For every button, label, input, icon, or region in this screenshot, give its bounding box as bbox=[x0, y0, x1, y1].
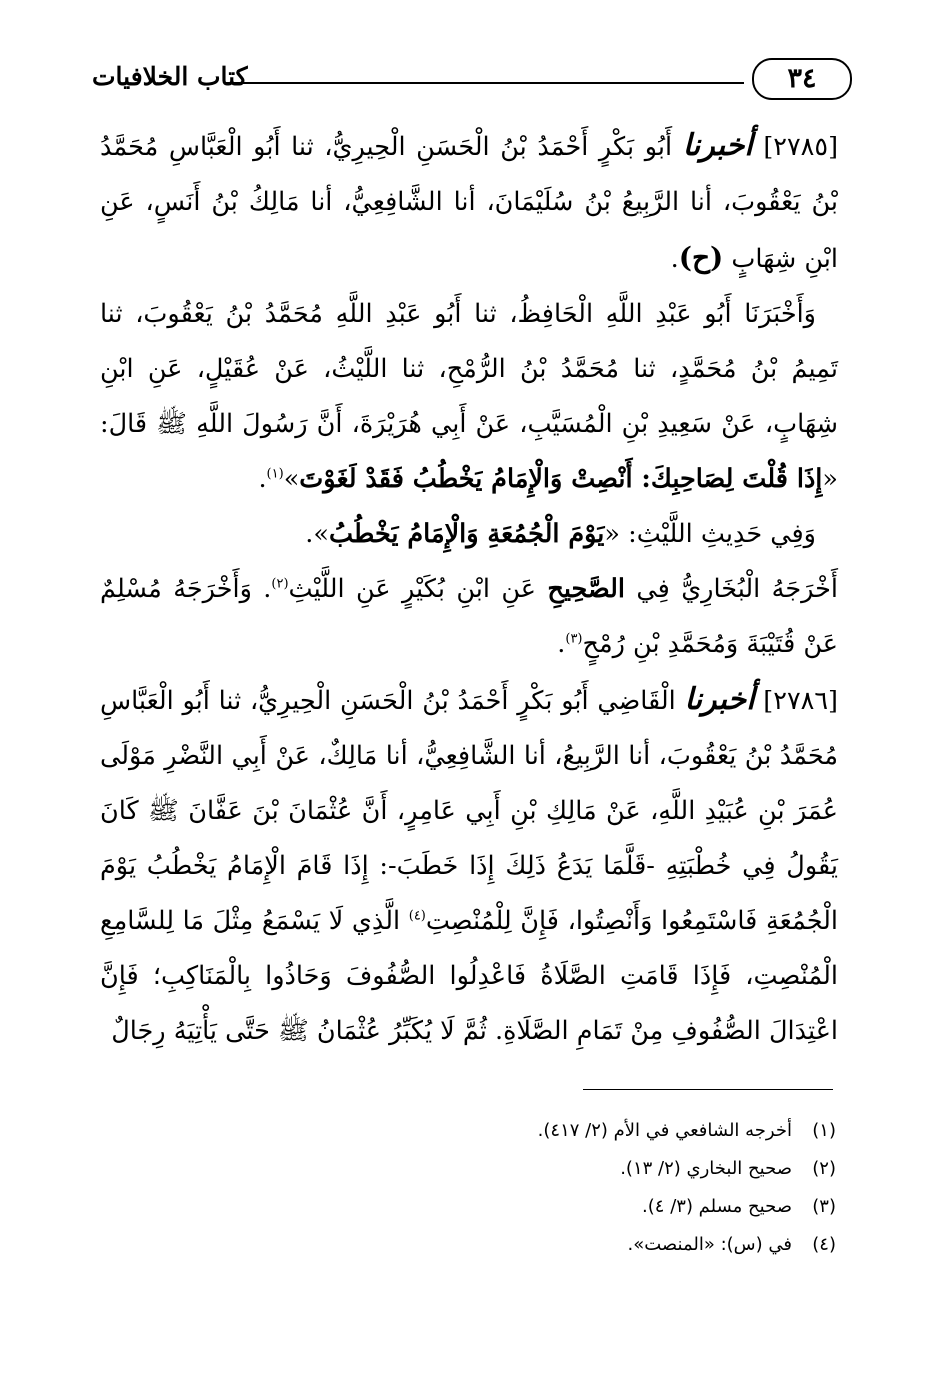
page-header bbox=[92, 58, 852, 106]
footnote-text: في (س): «المنصت». bbox=[627, 1234, 792, 1255]
footnote-text: أخرجه الشافعي في الأم (٢/ ٤١٧). bbox=[537, 1120, 792, 1141]
footnote-number: (١) bbox=[812, 1120, 836, 1141]
tahwil-mark: (ح) bbox=[678, 241, 724, 274]
hadith-number: [٢٧٨٥] bbox=[763, 132, 839, 162]
footnote-ref-1[interactable]: (١) bbox=[266, 466, 284, 482]
hadith-2785-isnad-2 bbox=[100, 287, 838, 507]
sahih-title: الصَّحِيحِ bbox=[547, 574, 625, 604]
punctuation: ». bbox=[305, 519, 329, 549]
footnote-text: صحيح البخاري (٢/ ١٣). bbox=[620, 1158, 792, 1179]
punctuation: . bbox=[670, 244, 679, 274]
layth-matn: يَوْمَ الْجُمُعَةِ وَالْإِمَامُ يَخْطُبُ bbox=[329, 519, 605, 549]
main-text bbox=[100, 118, 838, 1059]
punctuation: . bbox=[557, 629, 566, 659]
footnote-number: (٤) bbox=[812, 1234, 836, 1255]
footnote-number: (٢) bbox=[812, 1158, 836, 1179]
hadith-text: الَّذِي لَا يَسْمَعُ مِثْلَ مَا لِلسَّامِعِ الْمُنْصِتِ، فَإِذَا قَامَتِ الصَّلَاةُ فَاعْدِلُوا الصُّفُوفَ وَحَاذُوا بِالْمَنَاكِبِ؛ فَإِنَّ اعْتِدَالَ الصُّفُوفِ مِنْ تَمَامِ الصَّلَاةِ. ثُمَّ لَا يُكَبِّرُ عُثْمَانُ ﷺ حَتَّى يَأْتِيَهُ رِجَالٌ bbox=[100, 906, 838, 1046]
footnote-2 bbox=[360, 1150, 836, 1188]
hadith-number: [٢٧٨٦] bbox=[763, 686, 838, 716]
footnote-3 bbox=[360, 1188, 836, 1226]
footnotes bbox=[360, 1112, 836, 1264]
takhrij-paragraph bbox=[100, 562, 838, 672]
footnote-ref-3[interactable]: (٣) bbox=[565, 631, 583, 647]
header-rule bbox=[224, 82, 744, 84]
akhbarana-keyword: أخبرنا bbox=[682, 128, 753, 163]
footnote-separator bbox=[583, 1089, 833, 1090]
footnote-4 bbox=[360, 1226, 836, 1264]
hadith-text: الْقَاضِي أَبُو بَكْرٍ أَحْمَدُ بْنُ الْحَسَنِ الْحِيرِيُّ، ثنا أَبُو الْعَبَّاسِ مُحَمَّدُ بْنُ يَعْقُوبَ، أنا الرَّبِيعُ، أنا الشَّافِعِيُّ، أنا مَالِكٌ، عَنْ أَبِي النَّضْرِ مَوْلَى عُمَرَ بْنِ عُبَيْدِ اللَّهِ، عَنْ مَالِكِ بْنِ أَبِي عَامِرٍ، أَنَّ عُثْمَانَ بْنَ عَفَّانَ ﷺ كَانَ يَقُولُ فِي خُطْبَتِهِ -قَلَّمَا يَدَعُ ذَلِكَ إِذَا خَطَبَ-: إِذَا قَامَ الْإِمَامُ يَخْطُبُ يَوْمَ الْجُمُعَةِ فَاسْتَمِعُوا وَأَنْصِتُوا، فَإِنَّ لِلْمُنْصِتِ bbox=[100, 686, 839, 936]
hadith-2786 bbox=[100, 672, 838, 1059]
footnote-ref-4[interactable]: (٤) bbox=[408, 908, 426, 924]
punctuation: » bbox=[283, 464, 300, 494]
layth-variant bbox=[100, 507, 838, 562]
footnote-number: (٣) bbox=[812, 1196, 836, 1217]
footnote-text: صحيح مسلم (٣/ ٤). bbox=[642, 1196, 792, 1217]
punctuation: . bbox=[258, 464, 267, 494]
page-number: ٣٤ bbox=[752, 58, 852, 100]
footnote-1 bbox=[360, 1112, 836, 1150]
book-title: كتاب الخلافيات bbox=[92, 62, 248, 91]
isnad-text: أَبُو بَكْرٍ أَحْمَدُ بْنُ الْحَسَنِ الْحِيرِيُّ، ثنا أَبُو الْعَبَّاسِ مُحَمَّدُ بْنُ يَعْقُوبَ، أنا الرَّبِيعُ بْنُ سُلَيْمَانَ، أنا الشَّافِعِيُّ، أنا مَالِكُ بْنُ أَنَسٍ، عَنِ ابْنِ شِهَابٍ bbox=[100, 132, 838, 274]
isnad-text: وَأَخْبَرَنَا أَبُو عَبْدِ اللَّهِ الْحَافِظُ، ثنا أَبُو عَبْدِ اللَّهِ مُحَمَّدُ بْنُ يَعْقُوبَ، ثنا تَمِيمُ بْنُ مُحَمَّدٍ، ثنا مُحَمَّدُ بْنُ الرُّمْحِ، ثنا اللَّيْثُ، عَنْ عُقَيْلٍ، عَنِ ابْنِ شِهَابٍ، عَنْ سَعِيدِ بْنِ الْمُسَيَّبِ، عَنْ أَبِي هُرَيْرَةَ، أَنَّ رَسُولَ اللَّهِ ﷺ قَالَ: « bbox=[100, 299, 838, 494]
layth-intro: وَفِي حَدِيثِ اللَّيْثِ: « bbox=[604, 519, 816, 549]
takhrij-text: عَنِ ابْنِ بُكَيْرٍ عَنِ اللَّيْثِ bbox=[288, 574, 536, 604]
takhrij-text: أَخْرَجَهُ الْبُخَارِيُّ فِي bbox=[636, 574, 839, 604]
footnote-ref-2[interactable]: (٢) bbox=[271, 576, 289, 592]
hadith-2785-isnad-1 bbox=[100, 118, 838, 287]
takhrij-text: . وَأَخْرَجَهُ مُسْلِمٌ عَنْ قُتَيْبَةَ وَمُحَمَّدِ بْنِ رُمْحٍ bbox=[100, 574, 838, 659]
akhbarana-keyword: أخبرنا bbox=[684, 682, 755, 717]
matn-text: إِذَا قُلْتَ لِصَاحِبِكَ: أَنْصِتْ وَالْإِمَامُ يَخْطُبُ فَقَدْ لَغَوْتَ bbox=[299, 464, 823, 494]
